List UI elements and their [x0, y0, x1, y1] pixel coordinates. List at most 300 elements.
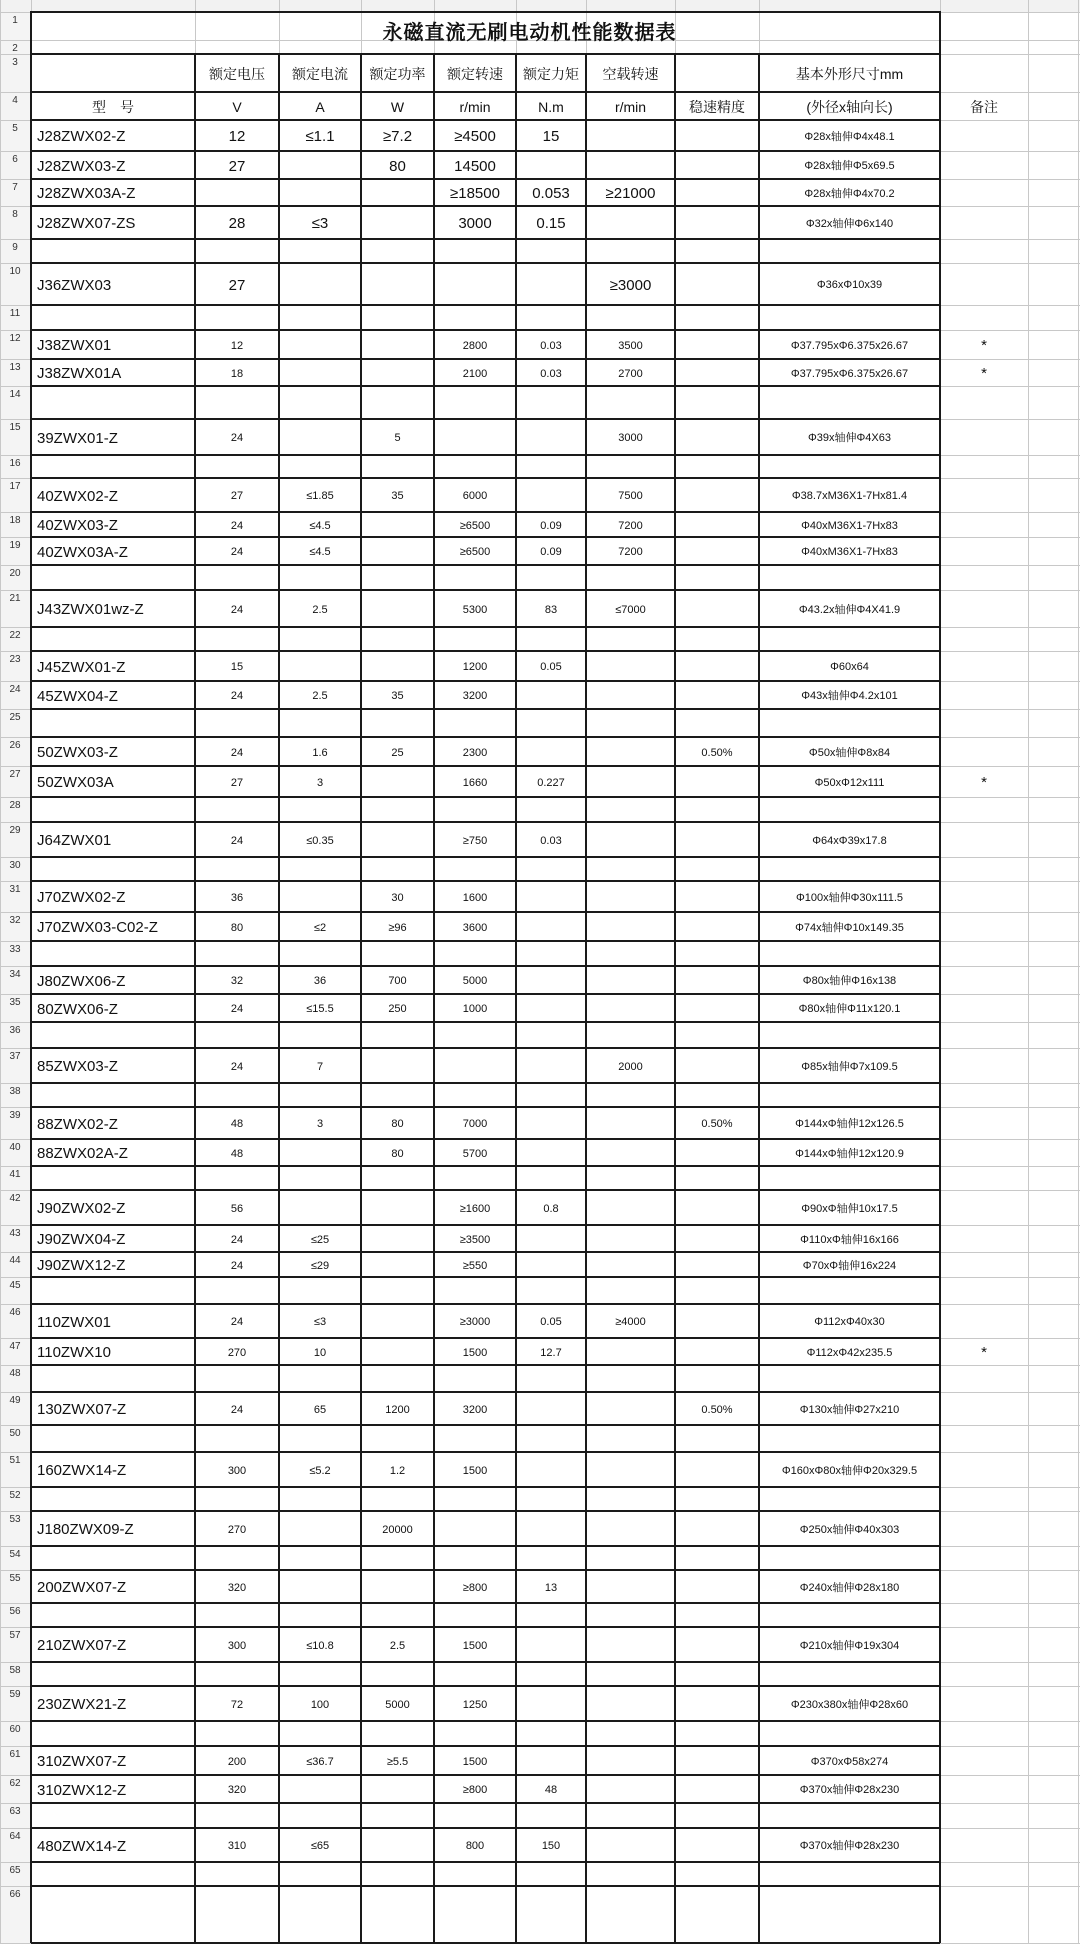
data-cell: Φ28x轴伸Φ4x70.2 [804, 188, 895, 200]
row-number: 32 [9, 915, 21, 926]
data-cell: 310 [227, 1840, 247, 1852]
header-cell [675, 57, 759, 92]
data-cell: ≥800 [462, 1582, 488, 1594]
row-number: 52 [9, 1490, 21, 1501]
data-cell [279, 182, 361, 206]
data-cell [361, 266, 434, 305]
data-cell: 24 [230, 1234, 244, 1246]
data-cell [586, 1573, 675, 1603]
row-number: 24 [9, 684, 21, 695]
row-number: 37 [9, 1051, 21, 1062]
data-cell [675, 154, 759, 179]
data-cell: 1500 [462, 1756, 488, 1768]
header-cell: 型 号 [92, 99, 134, 115]
data-cell [516, 1455, 586, 1487]
data-cell: 27 [230, 490, 244, 502]
data-cell: ≥18500 [450, 185, 500, 202]
note-cell [940, 684, 1028, 709]
data-cell: 24 [230, 1003, 244, 1015]
row-number: 19 [9, 540, 21, 551]
data-cell [361, 1573, 434, 1603]
data-cell: 14500 [454, 158, 496, 175]
row-number: 42 [9, 1193, 21, 1204]
data-cell [279, 1778, 361, 1803]
data-cell: 270 [227, 1524, 247, 1536]
data-cell [195, 182, 279, 206]
note-cell [940, 915, 1028, 941]
data-cell [516, 1749, 586, 1775]
data-cell: Φ43x轴伸Φ4.2x101 [801, 690, 898, 702]
data-cell: Φ112xΦ40x30 [814, 1316, 885, 1328]
model-cell: J70ZWX02-Z [37, 889, 126, 906]
data-cell [675, 654, 759, 681]
data-cell [586, 1228, 675, 1252]
row-number: 34 [9, 969, 21, 980]
data-cell: 300 [227, 1640, 247, 1652]
table-border-h [31, 329, 940, 331]
data-cell: Φ50x轴伸Φ8x84 [808, 747, 891, 759]
data-cell: Φ64xΦ39x17.8 [812, 835, 887, 847]
model-cell: J45ZWX01-Z [37, 659, 126, 676]
data-cell: Φ74x轴伸Φ10x149.35 [795, 922, 904, 934]
data-cell: 24 [230, 546, 244, 558]
data-cell [516, 1514, 586, 1546]
data-cell: Φ144xΦ轴伸12x126.5 [795, 1118, 904, 1130]
data-cell [516, 1689, 586, 1721]
data-cell: 320 [227, 1784, 247, 1796]
data-cell [675, 1228, 759, 1252]
data-cell [586, 825, 675, 857]
data-cell [675, 1341, 759, 1365]
data-cell: 2800 [462, 340, 488, 352]
data-cell [361, 182, 434, 206]
note-cell [940, 481, 1028, 512]
model-cell: J28ZWX03A-Z [37, 185, 136, 202]
header-cell: 备注 [970, 99, 998, 115]
data-cell [675, 769, 759, 797]
data-cell [586, 684, 675, 709]
data-cell: Φ110xΦ轴伸16x166 [800, 1234, 899, 1246]
data-cell: Φ370xΦ58x274 [810, 1756, 889, 1768]
note-cell [940, 1573, 1028, 1603]
note-cell: * [981, 365, 987, 382]
data-cell: 2700 [618, 368, 643, 380]
data-cell [361, 1255, 434, 1277]
data-cell: 7500 [618, 490, 643, 502]
row-number: 57 [9, 1630, 21, 1641]
model-cell: 160ZWX14-Z [37, 1462, 127, 1479]
row-number: 65 [9, 1865, 21, 1876]
data-cell: ≤7000 [615, 604, 646, 616]
data-cell: 30 [391, 892, 404, 904]
data-cell: 36 [313, 975, 327, 987]
data-cell: ≤36.7 [306, 1756, 334, 1768]
data-cell [361, 362, 434, 386]
row-number: 12 [9, 333, 21, 344]
data-cell: Φ80x轴伸Φ11x120.1 [798, 1003, 901, 1015]
data-cell [516, 740, 586, 766]
header-cell: 空载转速 [602, 66, 659, 82]
data-cell: 24 [230, 520, 244, 532]
data-cell: 80 [230, 922, 244, 934]
data-cell: Φ28x轴伸Φ4x48.1 [804, 131, 895, 143]
row-number: 48 [9, 1368, 21, 1379]
data-cell: ≥1600 [459, 1203, 491, 1215]
data-cell [516, 481, 586, 512]
data-cell [361, 1193, 434, 1225]
data-cell: 3 [316, 777, 324, 789]
data-cell [586, 769, 675, 797]
data-cell: 0.03 [540, 340, 562, 352]
table-border-h [31, 880, 940, 882]
data-cell: ≤10.8 [306, 1640, 334, 1652]
note-cell [940, 1110, 1028, 1139]
data-cell: 3600 [462, 922, 488, 934]
data-cell: ≤15.5 [306, 1003, 334, 1015]
data-cell: Φ230x380x轴伸Φ28x60 [790, 1699, 909, 1711]
data-cell [675, 684, 759, 709]
data-cell: 6000 [462, 490, 488, 502]
data-cell [361, 1778, 434, 1803]
row-number: 5 [12, 123, 18, 134]
data-cell [361, 825, 434, 857]
data-cell: Φ40xM36X1-7Hx83 [801, 546, 898, 558]
data-cell: 24 [230, 747, 244, 759]
data-cell: 2.5 [312, 604, 328, 616]
data-cell [586, 1630, 675, 1662]
data-cell: 1500 [462, 1640, 488, 1652]
row-number: 31 [9, 884, 21, 895]
data-cell: 15 [542, 128, 560, 145]
data-cell: Φ144xΦ轴伸12x120.9 [795, 1148, 904, 1160]
data-cell [279, 654, 361, 681]
note-cell [940, 1514, 1028, 1546]
model-cell: 130ZWX07-Z [37, 1401, 127, 1418]
table-border-h [31, 53, 940, 55]
data-cell [586, 154, 675, 179]
data-cell [516, 1110, 586, 1139]
data-cell: ≥21000 [605, 185, 656, 202]
row-number: 17 [9, 481, 21, 492]
data-cell: Φ370x轴伸Φ28x230 [799, 1784, 900, 1796]
row-number: 30 [9, 860, 21, 871]
data-cell [361, 654, 434, 681]
data-cell [434, 266, 516, 305]
data-cell: 10 [313, 1347, 327, 1359]
data-cell: 7000 [462, 1118, 488, 1130]
note-cell [940, 969, 1028, 994]
data-cell: ≤0.35 [306, 835, 334, 847]
header-cell: 额定转速 [447, 66, 503, 82]
header-cell: W [390, 99, 405, 115]
row-number: 36 [9, 1025, 21, 1036]
data-cell: 48 [544, 1784, 558, 1796]
data-cell: 100 [310, 1699, 330, 1711]
data-cell: 80 [389, 158, 406, 175]
row-number: 4 [12, 95, 18, 106]
table-border-h [31, 477, 940, 479]
data-cell [586, 884, 675, 912]
note-cell: * [981, 1344, 987, 1361]
model-cell: 88ZWX02A-Z [37, 1145, 128, 1162]
data-cell [516, 1142, 586, 1166]
row-number: 13 [9, 362, 21, 373]
header-cell: N.m [538, 99, 564, 115]
data-cell: Φ240x轴伸Φ28x180 [799, 1582, 900, 1594]
note-cell [940, 825, 1028, 857]
data-cell [675, 593, 759, 627]
table-border-h [31, 1569, 940, 1571]
data-cell: ≥3000 [609, 277, 652, 294]
row-number: 28 [9, 800, 21, 811]
data-cell [586, 915, 675, 941]
model-cell: 40ZWX02-Z [37, 488, 118, 505]
data-cell: Φ210x轴伸Φ19x304 [799, 1640, 900, 1652]
data-cell: 3500 [618, 340, 643, 352]
row-number: 66 [9, 1889, 21, 1900]
model-cell: 210ZWX07-Z [37, 1637, 127, 1654]
data-cell: ≥6500 [459, 520, 491, 532]
data-cell: 24 [230, 1061, 244, 1073]
data-cell: 0.053 [532, 185, 570, 202]
data-cell: 0.05 [540, 661, 562, 673]
table-border-h [31, 418, 940, 420]
data-cell [434, 422, 516, 455]
data-cell: Φ70xΦ轴伸16x224 [802, 1260, 897, 1272]
header-cell [940, 57, 1028, 92]
data-cell [361, 1051, 434, 1083]
row-number: 58 [9, 1665, 21, 1676]
data-cell [586, 969, 675, 994]
table-border-h [31, 821, 940, 823]
data-cell: 0.8 [543, 1203, 559, 1215]
header-cell: 额定电压 [209, 66, 265, 82]
data-cell: 72 [230, 1699, 244, 1711]
data-cell: ≥550 [462, 1260, 488, 1272]
model-cell: 80ZWX06-Z [37, 1001, 118, 1018]
data-cell: 5300 [462, 604, 488, 616]
data-cell: Φ112xΦ42x235.5 [806, 1347, 893, 1359]
note-cell [940, 540, 1028, 565]
data-cell: 24 [230, 690, 244, 702]
data-cell [516, 684, 586, 709]
data-cell: 15 [230, 661, 244, 673]
note-cell [940, 593, 1028, 627]
table-border-h [31, 1827, 940, 1829]
data-cell: ≥4500 [454, 128, 496, 145]
row-number: 38 [9, 1086, 21, 1097]
data-cell [675, 1051, 759, 1083]
data-cell [675, 1778, 759, 1803]
model-cell: J28ZWX03-Z [37, 158, 126, 175]
data-cell: 7200 [618, 546, 643, 558]
row-number: 26 [9, 740, 21, 751]
table-border-h [31, 1885, 940, 1887]
data-cell [586, 1514, 675, 1546]
row-number: 64 [9, 1831, 21, 1842]
data-cell [516, 422, 586, 455]
table-border-h [31, 965, 940, 967]
data-cell: ≥3000 [459, 1316, 491, 1328]
header-cell: 基本外形尺寸mm [795, 66, 904, 82]
note-cell [940, 266, 1028, 305]
model-cell: 40ZWX03A-Z [37, 544, 128, 561]
data-cell [675, 333, 759, 359]
row-number: 53 [9, 1514, 21, 1525]
table-border-h [31, 1391, 940, 1393]
row-number: 61 [9, 1749, 21, 1760]
row-number: 18 [9, 515, 21, 526]
sheet-title: 永磁直流无刷电动机性能数据表 [382, 22, 677, 44]
data-cell [279, 362, 361, 386]
data-cell: 24 [230, 835, 244, 847]
model-cell: J80ZWX06-Z [37, 973, 126, 990]
data-cell: 56 [230, 1203, 244, 1215]
model-cell: 480ZWX14-Z [37, 1838, 127, 1855]
data-cell [361, 1341, 434, 1365]
data-cell [279, 266, 361, 305]
header-cell: 额定功率 [369, 66, 426, 82]
data-cell: 1500 [462, 1347, 488, 1359]
data-cell: 80 [391, 1148, 404, 1160]
data-cell: 1250 [462, 1699, 488, 1711]
data-cell: 28 [228, 215, 246, 232]
data-cell: ≤4.5 [309, 520, 331, 532]
data-cell: 24 [230, 1260, 244, 1272]
row-number: 16 [9, 458, 21, 469]
data-cell [675, 1749, 759, 1775]
data-cell [675, 540, 759, 565]
data-cell: 24 [230, 604, 244, 616]
gridline-v [1028, 0, 1029, 1943]
data-cell: Φ160xΦ80x轴伸Φ20x329.5 [781, 1465, 918, 1477]
data-cell [675, 1307, 759, 1338]
model-cell: J36ZWX03 [37, 277, 112, 294]
data-cell: 5000 [462, 975, 488, 987]
data-cell: 1500 [462, 1465, 488, 1477]
data-cell: 20000 [382, 1524, 413, 1536]
data-cell [675, 422, 759, 455]
data-cell [361, 769, 434, 797]
model-cell: 230ZWX21-Z [37, 1696, 127, 1713]
data-cell: ≤65 [310, 1840, 330, 1852]
table-border-h [31, 1303, 940, 1305]
model-cell: 39ZWX01-Z [37, 430, 118, 447]
data-cell: ≤3 [311, 215, 329, 232]
header-cell [31, 57, 195, 92]
data-cell [586, 209, 675, 239]
data-cell [361, 515, 434, 537]
data-cell: ≤29 [310, 1260, 330, 1272]
data-cell: Φ28x轴伸Φ5x69.5 [804, 160, 895, 172]
data-cell [516, 1395, 586, 1425]
table-border-h [31, 1626, 940, 1628]
note-cell [940, 422, 1028, 455]
data-cell [586, 1142, 675, 1166]
data-cell: Φ50xΦ12x111 [814, 777, 885, 789]
row-number: 21 [9, 593, 21, 604]
data-cell [586, 123, 675, 151]
model-cell: J90ZWX02-Z [37, 1200, 126, 1217]
note-cell [940, 1689, 1028, 1721]
data-cell [434, 1051, 516, 1083]
data-cell: 27 [228, 158, 246, 175]
header-cell: 额定力矩 [523, 66, 579, 82]
data-cell [279, 1193, 361, 1225]
data-cell: 1660 [462, 777, 488, 789]
row-number: 20 [9, 568, 21, 579]
data-cell: Φ36xΦ10x39 [816, 279, 883, 291]
note-cell [940, 515, 1028, 537]
data-cell: 65 [313, 1404, 327, 1416]
data-cell: 1200 [385, 1404, 410, 1416]
header-cell: (外径x轴向长) [806, 99, 893, 115]
row-number: 51 [9, 1455, 21, 1466]
row-number: 27 [9, 769, 21, 780]
data-cell [586, 1193, 675, 1225]
note-cell [940, 1051, 1028, 1083]
row-number: 47 [9, 1341, 21, 1352]
data-cell [675, 1831, 759, 1862]
note-cell [940, 1307, 1028, 1338]
data-cell: 80 [391, 1118, 404, 1130]
note-cell [940, 1193, 1028, 1225]
data-cell: ≥750 [462, 835, 488, 847]
row-number: 40 [9, 1142, 21, 1153]
model-cell: J64ZWX01 [37, 832, 112, 849]
data-cell: 0.227 [537, 777, 565, 789]
data-cell: 2100 [462, 368, 488, 380]
row-number: 8 [12, 209, 18, 220]
data-cell [675, 362, 759, 386]
data-cell [434, 1514, 516, 1546]
model-cell: J38ZWX01A [37, 365, 122, 382]
data-cell: 150 [541, 1840, 561, 1852]
data-cell: ≤1.1 [305, 128, 335, 145]
data-cell [279, 1142, 361, 1166]
data-cell: 12 [228, 128, 246, 145]
row-number: 35 [9, 997, 21, 1008]
note-cell [940, 1630, 1028, 1662]
data-cell [675, 182, 759, 206]
model-cell: J38ZWX01 [37, 337, 112, 354]
data-cell: 3 [316, 1118, 324, 1130]
data-cell: 1000 [462, 1003, 488, 1015]
note-cell [940, 1395, 1028, 1425]
row-number: 44 [9, 1255, 21, 1266]
data-cell: 0.09 [540, 546, 562, 558]
data-cell: 3000 [618, 432, 643, 444]
row-number: 49 [9, 1395, 21, 1406]
row-number: 45 [9, 1280, 21, 1291]
note-cell [940, 1228, 1028, 1252]
data-cell [675, 515, 759, 537]
data-cell: 270 [227, 1347, 247, 1359]
row-number: 14 [9, 389, 21, 400]
note-cell [940, 123, 1028, 151]
data-cell [675, 1514, 759, 1546]
row-number: 29 [9, 825, 21, 836]
header-cell: r/min [459, 99, 491, 115]
data-cell: 0.03 [540, 368, 562, 380]
data-cell [586, 654, 675, 681]
data-cell: 32 [230, 975, 244, 987]
gridline-v [1078, 0, 1079, 1943]
data-cell: ≤5.2 [309, 1465, 331, 1477]
data-cell [675, 1630, 759, 1662]
note-cell [940, 209, 1028, 239]
data-cell: Φ32x轴伸Φ6x140 [805, 218, 894, 230]
